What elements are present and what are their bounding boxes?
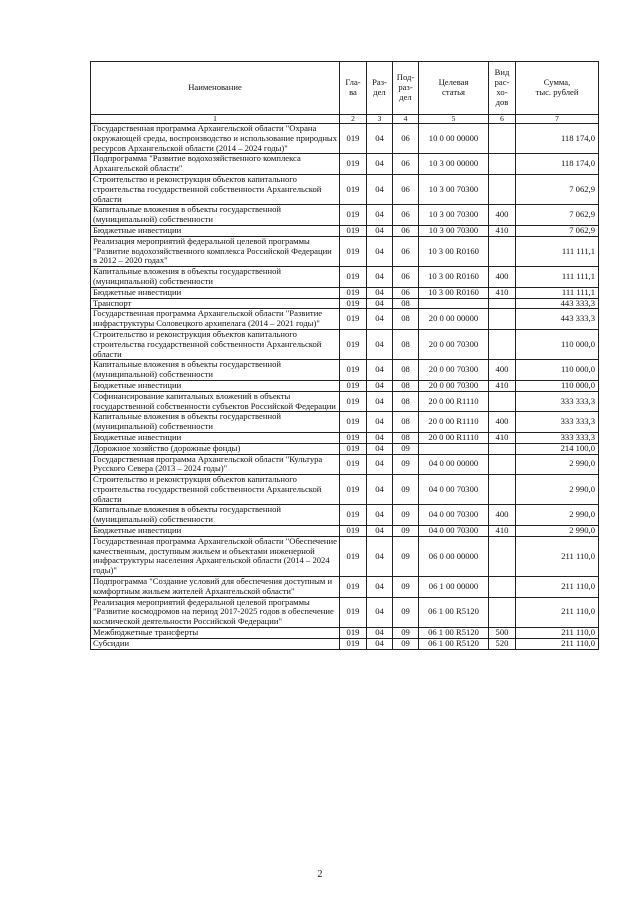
row-podrazdel: 06 (393, 236, 419, 266)
row-name: Государственная программа Архангельской области "Развитие инфраструктуры Соловецкого архипелага (2014 – 2021 годы)" (91, 309, 340, 330)
row-razdel: 04 (367, 267, 393, 288)
row-glava: 019 (340, 454, 367, 475)
row-name: Капитальные вложения в объекты государственной (муниципальной) собственности (91, 412, 340, 433)
row-glava: 019 (340, 236, 367, 266)
row-glava: 019 (340, 298, 367, 309)
table-row (91, 443, 599, 454)
row-razdel: 04 (367, 443, 393, 454)
row-summa: 2 990,0 (516, 454, 599, 475)
row-summa: 211 110,0 (516, 628, 599, 639)
row-glava: 019 (340, 638, 367, 649)
row-summa: 118 174,0 (516, 124, 599, 154)
row-razdel: 04 (367, 174, 393, 204)
row-razdel: 04 (367, 526, 393, 537)
row-podrazdel: 08 (393, 360, 419, 381)
row-summa: 7 062,9 (516, 174, 599, 204)
table-row (91, 298, 599, 309)
row-summa: 214 100,0 (516, 443, 599, 454)
row-podrazdel: 09 (393, 505, 419, 526)
row-vid: 410 (489, 380, 516, 391)
row-glava: 019 (340, 309, 367, 330)
row-razdel: 04 (367, 309, 393, 330)
row-razdel: 04 (367, 391, 393, 412)
row-razdel: 04 (367, 577, 393, 598)
table-row (91, 174, 599, 204)
column-number: 6 (489, 115, 516, 124)
row-statya: 10 3 00 70300 (419, 225, 489, 236)
row-podrazdel: 06 (393, 267, 419, 288)
row-statya (419, 298, 489, 309)
row-podrazdel: 08 (393, 309, 419, 330)
row-statya: 20 0 00 70300 (419, 380, 489, 391)
table-row (91, 505, 599, 526)
row-name: Государственная программа Архангельской области "Обеспечение качественным, доступным жильем и объектами инженерной инфраструктуры населения Архангельской области (2014 – 2024 годы)" (91, 536, 340, 576)
row-statya: 04 0 00 70300 (419, 475, 489, 505)
row-summa: 211 110,0 (516, 577, 599, 598)
table-row (91, 287, 599, 298)
row-statya: 10 3 00 70300 (419, 205, 489, 226)
table-row (91, 597, 599, 627)
row-razdel: 04 (367, 536, 393, 576)
row-vid (489, 597, 516, 627)
row-vid: 520 (489, 638, 516, 649)
row-razdel: 04 (367, 205, 393, 226)
column-number: 7 (516, 115, 599, 124)
row-glava: 019 (340, 391, 367, 412)
row-statya: 04 0 00 70300 (419, 505, 489, 526)
row-statya: 20 0 00 R1110 (419, 412, 489, 433)
row-summa: 211 110,0 (516, 638, 599, 649)
row-glava: 019 (340, 124, 367, 154)
row-vid (489, 443, 516, 454)
row-summa: 211 110,0 (516, 597, 599, 627)
row-razdel: 04 (367, 360, 393, 381)
row-name: Капитальные вложения в объекты государственной (муниципальной) собственности (91, 267, 340, 288)
row-razdel: 04 (367, 124, 393, 154)
column-number: 3 (367, 115, 393, 124)
page-number: 2 (317, 869, 323, 880)
table-row (91, 412, 599, 433)
table-row (91, 391, 599, 412)
row-statya: 10 3 00 00000 (419, 154, 489, 175)
budget-table-sheet (90, 61, 598, 650)
row-vid: 400 (489, 205, 516, 226)
row-statya: 20 0 00 70300 (419, 360, 489, 381)
row-statya: 04 0 00 00000 (419, 454, 489, 475)
row-statya: 20 0 00 00000 (419, 309, 489, 330)
row-statya: 10 0 00 00000 (419, 124, 489, 154)
header-glava: Гла- ва (340, 62, 367, 115)
row-razdel: 04 (367, 638, 393, 649)
row-statya: 10 3 00 R0160 (419, 267, 489, 288)
table-header-row (91, 62, 599, 115)
row-summa: 443 333,3 (516, 309, 599, 330)
row-vid: 400 (489, 360, 516, 381)
row-name: Бюджетные инвестиции (91, 225, 340, 236)
row-summa: 443 333,3 (516, 298, 599, 309)
row-glava: 019 (340, 475, 367, 505)
row-statya: 04 0 00 70300 (419, 526, 489, 537)
row-vid: 410 (489, 526, 516, 537)
row-razdel: 04 (367, 329, 393, 359)
row-glava: 019 (340, 329, 367, 359)
row-summa: 7 062,9 (516, 205, 599, 226)
row-podrazdel: 08 (393, 380, 419, 391)
header-statya: Целевая статья (419, 62, 489, 115)
row-summa: 333 333,3 (516, 391, 599, 412)
row-name: Строительство и реконструкция объектов капитального строительства государственной собственности Архангельской области (91, 475, 340, 505)
row-razdel: 04 (367, 236, 393, 266)
row-statya: 20 0 00 R1110 (419, 391, 489, 412)
row-podrazdel: 08 (393, 432, 419, 443)
row-name: Софинансирование капитальных вложений в объекты государственной собственности субъектов Российской Федерации (91, 391, 340, 412)
row-podrazdel: 09 (393, 628, 419, 639)
row-name: Транспорт (91, 298, 340, 309)
row-glava: 019 (340, 443, 367, 454)
row-summa: 333 333,3 (516, 432, 599, 443)
row-glava: 019 (340, 267, 367, 288)
table-row (91, 205, 599, 226)
row-vid (489, 577, 516, 598)
table-row (91, 628, 599, 639)
row-statya: 06 1 00 R5120 (419, 628, 489, 639)
header-summa: Сумма, тыс. рублей (516, 62, 599, 115)
row-razdel: 04 (367, 628, 393, 639)
budget-table (90, 61, 599, 650)
row-summa: 110 000,0 (516, 380, 599, 391)
row-name: Капитальные вложения в объекты государственной (муниципальной) собственности (91, 205, 340, 226)
row-name: Подпрограмма "Создание условий для обеспечения доступным и комфортным жильем жителей Архангельской области" (91, 577, 340, 598)
row-summa: 211 110,0 (516, 536, 599, 576)
table-row (91, 154, 599, 175)
row-podrazdel: 09 (393, 597, 419, 627)
header-razdel: Раз- дел (367, 62, 393, 115)
row-name: Бюджетные инвестиции (91, 287, 340, 298)
row-statya: 10 3 00 70300 (419, 174, 489, 204)
row-glava: 019 (340, 526, 367, 537)
row-vid: 400 (489, 412, 516, 433)
table-row (91, 577, 599, 598)
row-podrazdel: 08 (393, 329, 419, 359)
row-statya: 20 0 00 70300 (419, 329, 489, 359)
row-summa: 2 990,0 (516, 505, 599, 526)
row-vid (489, 536, 516, 576)
column-number: 2 (340, 115, 367, 124)
row-razdel: 04 (367, 412, 393, 433)
column-number: 1 (91, 115, 340, 124)
row-vid (489, 298, 516, 309)
row-summa: 110 000,0 (516, 360, 599, 381)
row-glava: 019 (340, 154, 367, 175)
row-vid (489, 124, 516, 154)
row-podrazdel: 06 (393, 205, 419, 226)
row-glava: 019 (340, 505, 367, 526)
row-podrazdel: 06 (393, 225, 419, 236)
row-razdel: 04 (367, 505, 393, 526)
row-name: Субсидии (91, 638, 340, 649)
table-row (91, 360, 599, 381)
row-vid (489, 329, 516, 359)
row-podrazdel: 09 (393, 454, 419, 475)
table-row (91, 309, 599, 330)
header-podrazdel: Под- раз- дел (393, 62, 419, 115)
table-body (91, 124, 599, 650)
row-glava: 019 (340, 597, 367, 627)
row-glava: 019 (340, 360, 367, 381)
row-statya: 10 3 00 R0160 (419, 236, 489, 266)
row-glava: 019 (340, 287, 367, 298)
row-razdel: 04 (367, 298, 393, 309)
row-glava: 019 (340, 536, 367, 576)
table-row (91, 267, 599, 288)
row-name: Дорожное хозяйство (дорожные фонды) (91, 443, 340, 454)
row-vid: 410 (489, 225, 516, 236)
table-row (91, 329, 599, 359)
table-row (91, 236, 599, 266)
table-row (91, 432, 599, 443)
row-glava: 019 (340, 628, 367, 639)
row-vid (489, 154, 516, 175)
row-summa: 2 990,0 (516, 475, 599, 505)
row-razdel: 04 (367, 432, 393, 443)
row-glava: 019 (340, 205, 367, 226)
row-statya: 06 1 00 R5120 (419, 638, 489, 649)
row-vid: 400 (489, 267, 516, 288)
row-name: Межбюджетные трансферты (91, 628, 340, 639)
row-statya (419, 443, 489, 454)
row-glava: 019 (340, 577, 367, 598)
row-statya: 06 0 00 00000 (419, 536, 489, 576)
row-name: Государственная программа Архангельской области "Культура Русского Севера (2013 – 2024 годы)" (91, 454, 340, 475)
row-razdel: 04 (367, 454, 393, 475)
row-vid (489, 454, 516, 475)
row-vid: 500 (489, 628, 516, 639)
row-name: Строительство и реконструкция объектов капитального строительства государственной собственности Архангельской области (91, 174, 340, 204)
row-vid (489, 475, 516, 505)
table-row (91, 475, 599, 505)
table-row (91, 380, 599, 391)
row-glava: 019 (340, 380, 367, 391)
row-summa: 7 062,9 (516, 225, 599, 236)
row-podrazdel: 09 (393, 577, 419, 598)
row-razdel: 04 (367, 475, 393, 505)
row-summa: 111 111,1 (516, 267, 599, 288)
row-name: Капитальные вложения в объекты государственной (муниципальной) собственности (91, 505, 340, 526)
row-name: Капитальные вложения в объекты государственной (муниципальной) собственности (91, 360, 340, 381)
row-glava: 019 (340, 412, 367, 433)
row-glava: 019 (340, 225, 367, 236)
row-podrazdel: 09 (393, 443, 419, 454)
row-vid (489, 236, 516, 266)
table-row (91, 124, 599, 154)
row-summa: 118 174,0 (516, 154, 599, 175)
row-podrazdel: 09 (393, 536, 419, 576)
row-podrazdel: 06 (393, 154, 419, 175)
row-summa: 333 333,3 (516, 412, 599, 433)
row-podrazdel: 08 (393, 391, 419, 412)
row-name: Государственная программа Архангельской области "Охрана окружающей среды, воспроизводство и использование природных ресурсов Архангельской области (2014 – 2024 годы)" (91, 124, 340, 154)
table-row (91, 225, 599, 236)
row-podrazdel: 08 (393, 412, 419, 433)
row-podrazdel: 09 (393, 526, 419, 537)
row-razdel: 04 (367, 380, 393, 391)
row-glava: 019 (340, 174, 367, 204)
row-name: Подпрограмма "Развитие водохозяйственного комплекса Архангельской области" (91, 154, 340, 175)
row-glava: 019 (340, 432, 367, 443)
table-row (91, 454, 599, 475)
row-podrazdel: 06 (393, 124, 419, 154)
row-vid: 410 (489, 287, 516, 298)
row-statya: 20 0 00 R1110 (419, 432, 489, 443)
row-razdel: 04 (367, 287, 393, 298)
table-row (91, 638, 599, 649)
row-statya: 06 1 00 R5120 (419, 597, 489, 627)
row-name: Бюджетные инвестиции (91, 526, 340, 537)
row-razdel: 04 (367, 225, 393, 236)
table-row (91, 536, 599, 576)
column-number: 4 (393, 115, 419, 124)
row-vid (489, 309, 516, 330)
row-vid: 400 (489, 505, 516, 526)
row-podrazdel: 09 (393, 638, 419, 649)
row-summa: 110 000,0 (516, 329, 599, 359)
row-statya: 06 1 00 00000 (419, 577, 489, 598)
row-summa: 111 111,1 (516, 236, 599, 266)
table-row (91, 526, 599, 537)
row-name: Реализация мероприятий федеральной целевой программы "Развитие космодромов на период 2017-2025 годов в обеспечение космической деятельности Российской Федерации" (91, 597, 340, 627)
row-podrazdel: 06 (393, 174, 419, 204)
row-name: Реализация мероприятий федеральной целевой программы "Развитие водохозяйственного комплекса Российской Федерации в 2012 – 2020 годах" (91, 236, 340, 266)
row-podrazdel: 08 (393, 298, 419, 309)
row-vid (489, 391, 516, 412)
header-name: Наименование (91, 62, 340, 115)
column-number: 5 (419, 115, 489, 124)
row-podrazdel: 06 (393, 287, 419, 298)
row-statya: 10 3 00 R0160 (419, 287, 489, 298)
row-name: Бюджетные инвестиции (91, 380, 340, 391)
row-summa: 111 111,1 (516, 287, 599, 298)
row-razdel: 04 (367, 154, 393, 175)
row-podrazdel: 09 (393, 475, 419, 505)
row-name: Бюджетные инвестиции (91, 432, 340, 443)
row-razdel: 04 (367, 597, 393, 627)
row-vid (489, 174, 516, 204)
row-name: Строительство и реконструкция объектов капитального строительства государственной собственности Архангельской области (91, 329, 340, 359)
header-vid: Вид рас- хо- дов (489, 62, 516, 115)
row-summa: 2 990,0 (516, 526, 599, 537)
row-vid: 410 (489, 432, 516, 443)
